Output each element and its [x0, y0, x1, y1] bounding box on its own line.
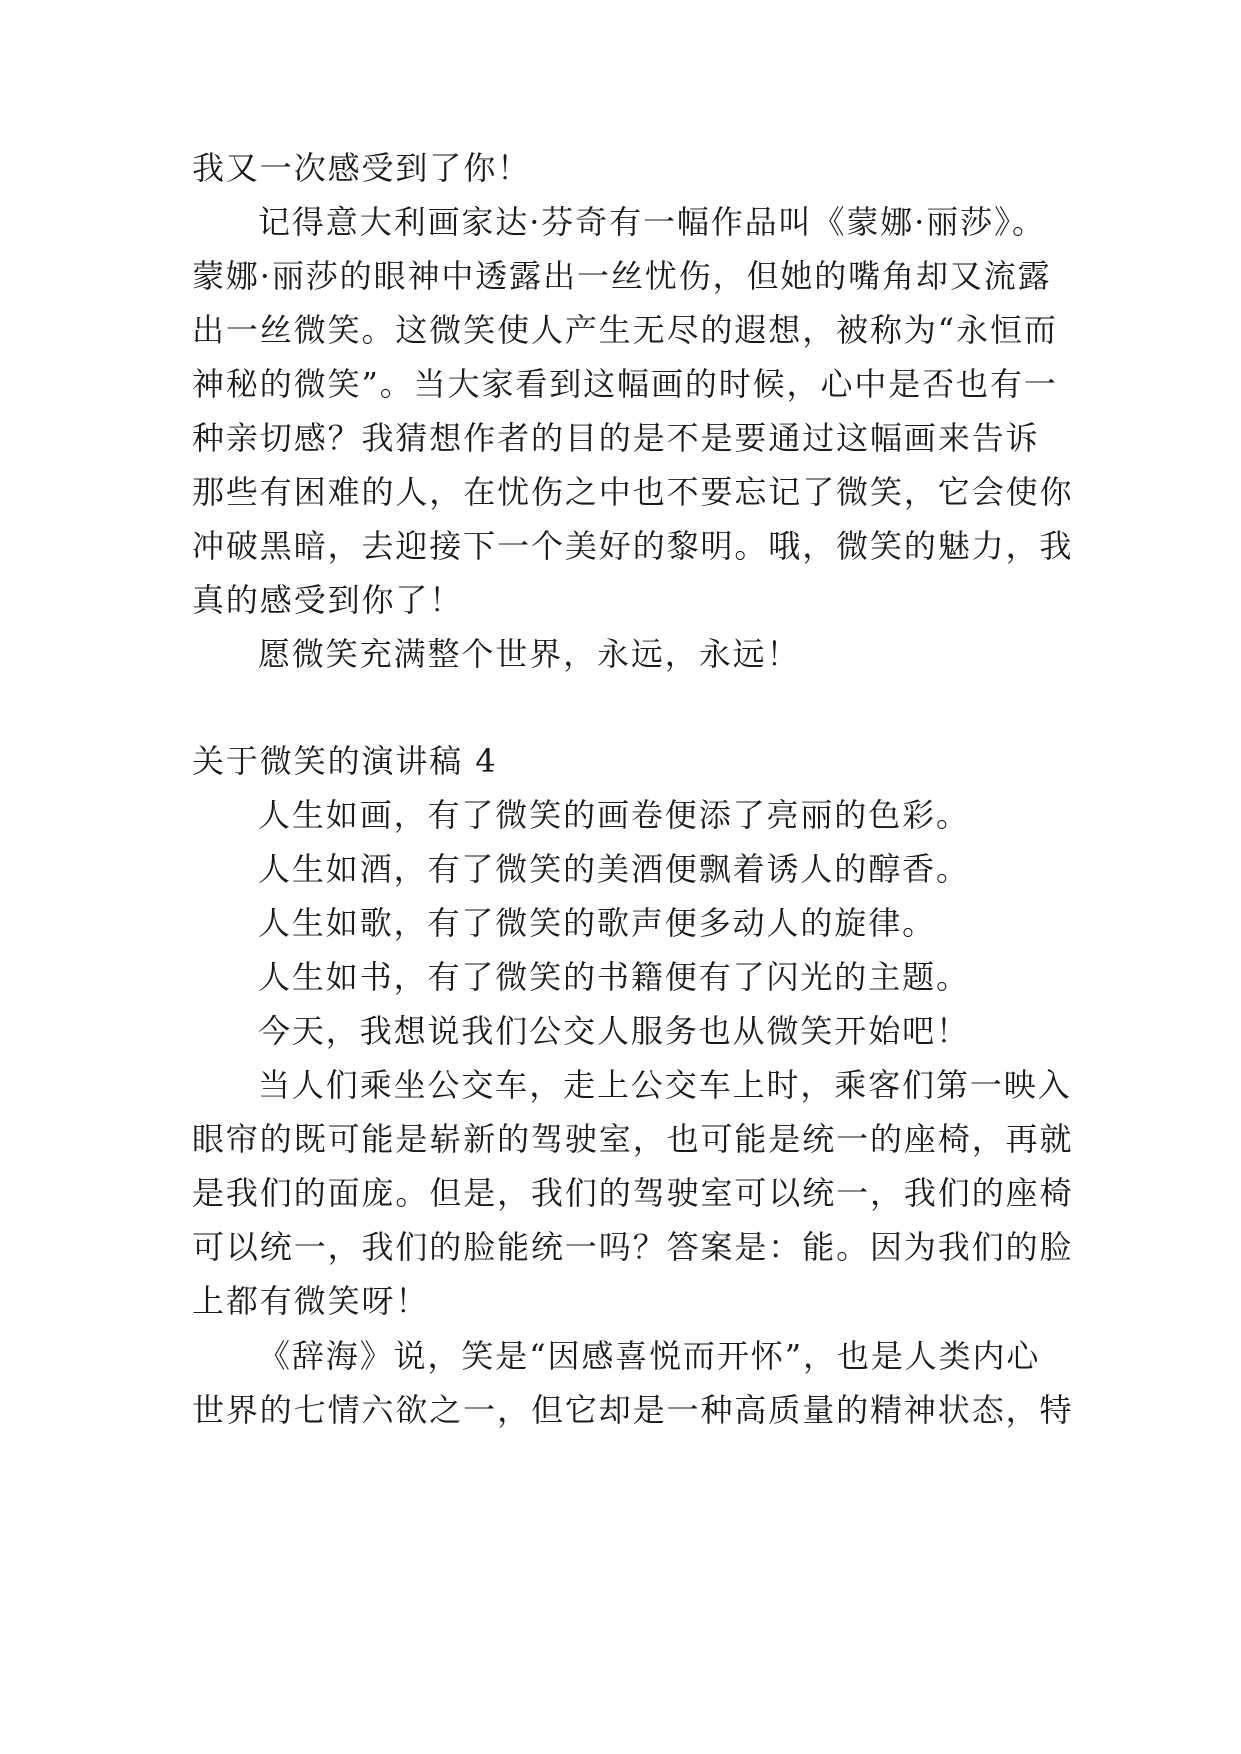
section-title: 关于微笑的演讲稿 4: [192, 742, 498, 780]
text-line: 真的感受到你了！: [192, 581, 464, 619]
text-line: 当人们乘坐公交车，走上公交车上时，乘客们第一映入: [258, 1066, 1072, 1104]
text-line: 是我们的面庞。但是，我们的驾驶室可以统一，我们的座椅: [192, 1174, 1074, 1212]
text-line: 今天，我想说我们公交人服务也从微笑开始吧！: [258, 1012, 970, 1050]
text-line: 世界的七情六欲之一，但它却是一种高质量的精神状态，特: [192, 1391, 1074, 1429]
text-line: 人生如书，有了微笑的书籍便有了闪光的主题。: [258, 958, 970, 996]
text-line: 冲破黑暗，去迎接下一个美好的黎明。哦，微笑的魅力，我: [192, 527, 1074, 565]
text-line: 愿微笑充满整个世界，永远，永远！: [258, 635, 801, 673]
text-line: 蒙娜·丽莎的眼神中透露出一丝忧伤，但她的嘴角却又流露: [192, 257, 1052, 295]
text-line: 出一丝微笑。这微笑使人产生无尽的遐想，被称为“永恒而: [192, 311, 1058, 349]
text-line: 眼帘的既可能是崭新的驾驶室，也可能是统一的座椅，再就: [192, 1120, 1074, 1158]
text-line: 人生如酒，有了微笑的美酒便飘着诱人的醇香。: [258, 850, 970, 888]
text-line: 《辞海》说，笑是“因感喜悦而开怀”，也是人类内心: [258, 1337, 1041, 1375]
text-line: 神秘的微笑”。当大家看到这幅画的时候，心中是否也有一: [192, 365, 1058, 403]
text-line: 种亲切感？我猜想作者的目的是不是要通过这幅画来告诉: [192, 419, 1040, 457]
text-line: 人生如画，有了微笑的画卷便添了亮丽的色彩。: [258, 796, 970, 834]
text-line: 可以统一，我们的脸能统一吗？答案是：能。因为我们的脸: [192, 1228, 1074, 1266]
text-line: 记得意大利画家达·芬奇有一幅作品叫《蒙娜·丽莎》。: [258, 203, 1046, 241]
text-line: 人生如歌，有了微笑的歌声便多动人的旋律。: [258, 904, 937, 942]
text-line: 我又一次感受到了你！: [192, 149, 532, 187]
text-line: 那些有困难的人，在忧伤之中也不要忘记了微笑，它会使你: [192, 473, 1074, 511]
text-line: 上都有微笑呀！: [192, 1282, 430, 1320]
